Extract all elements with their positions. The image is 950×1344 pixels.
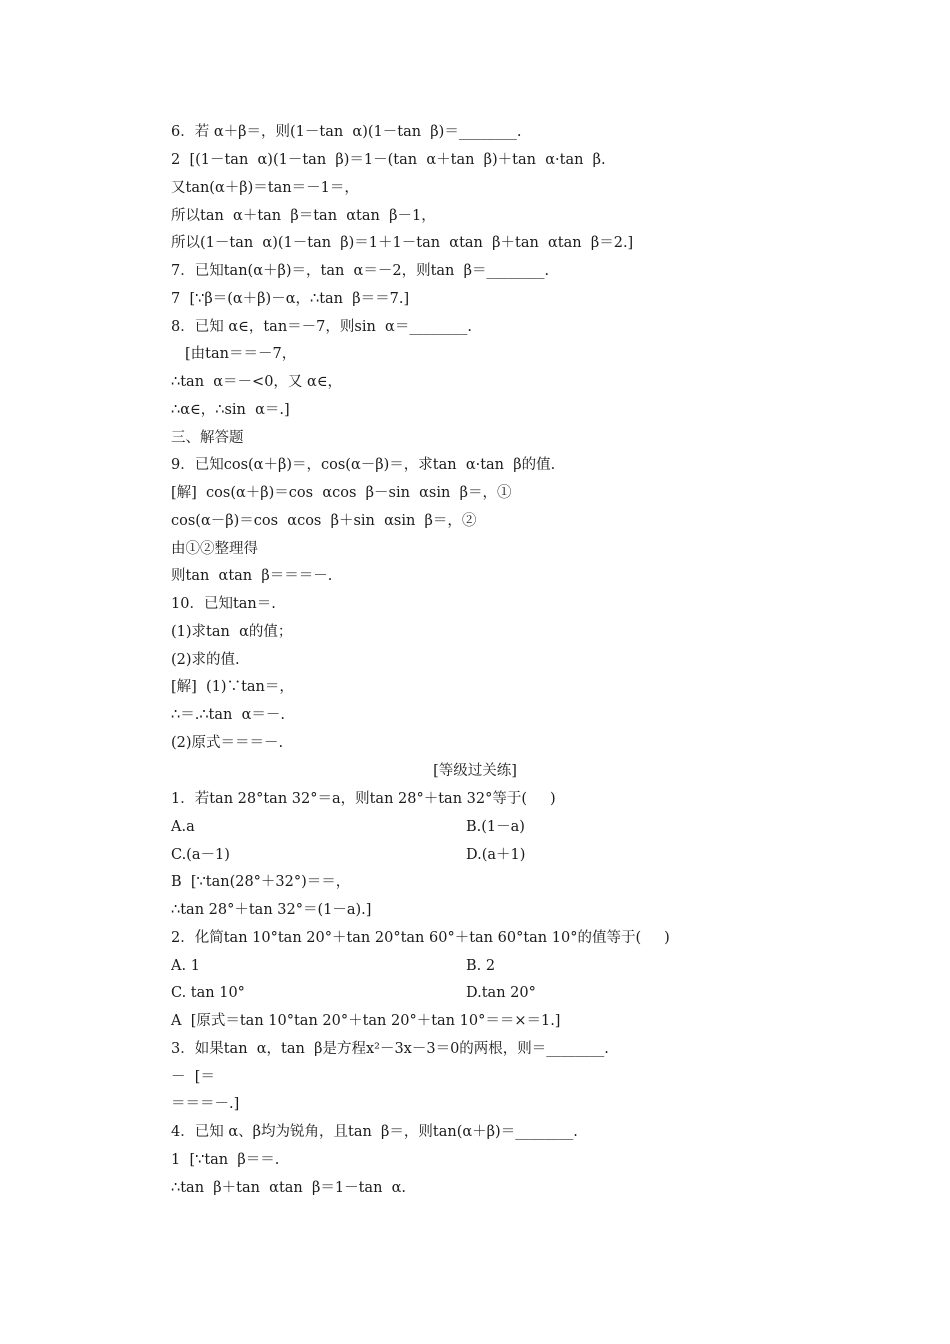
q9-solution-line-4: 则tan αtan β＝＝＝－.: [171, 568, 333, 584]
q7-answer: 7 [∵β＝(α＋β)－α，∴tan β＝＝7.]: [171, 291, 410, 307]
p2-option-c: C. tan 10°: [171, 985, 245, 1001]
q8-answer-line-3: ∴α∈，∴sin α＝.]: [171, 402, 290, 418]
p3-answer-line-2: ＝＝＝－.]: [171, 1096, 240, 1112]
q6-answer-line-3: 所以tan α＋tan β＝tan αtan β－1，: [171, 208, 436, 224]
q9-solution-line-3: 由①②整理得: [171, 541, 258, 557]
q9-question: 9．已知cos(α＋β)＝，cos(α－β)＝，求tan α·tan β的值.: [171, 457, 556, 473]
q7-question: 7．已知tan(α＋β)＝，tan α＝－2，则tan β＝________.: [171, 263, 550, 279]
p4-question: 4．已知 α、β均为锐角，且tan β＝，则tan(α＋β)＝________.: [171, 1124, 578, 1140]
p3-answer-line-1: － [＝: [171, 1069, 215, 1085]
p2-question: 2．化简tan 10°tan 20°＋tan 20°tan 60°＋tan 60°tan 10°的值等于( ): [171, 930, 670, 946]
q10-part-2: (2)求的值.: [171, 652, 240, 668]
p1-option-a: A.a: [171, 819, 195, 835]
p2-option-a: A. 1: [171, 958, 200, 974]
p1-answer-line-1: B [∵tan(28°＋32°)＝＝，: [171, 874, 351, 890]
q6-answer-line-2: 又tan(α＋β)＝tan＝－1＝，: [171, 180, 359, 196]
p1-option-b: B.(1－a): [466, 819, 525, 835]
p3-question: 3．如果tan α，tan β是方程x²－3x－3＝0的两根，则＝________.: [171, 1041, 609, 1057]
q6-answer-line-4: 所以(1－tan α)(1－tan β)＝1＋1－tan αtan β＋tan αtan β＝2.]: [171, 235, 634, 251]
q6-answer-line-1: 2 [(1－tan α)(1－tan β)＝1－(tan α＋tan β)＋tan α·tan β.: [171, 152, 606, 168]
q10-solution-line-1: [解] (1)∵tan＝，: [171, 679, 294, 695]
p4-answer-line-2: ∴tan β＋tan αtan β＝1－tan α.: [171, 1180, 407, 1196]
q10-part-1: (1)求tan α的值；: [171, 624, 293, 640]
section-heading: 三、解答题: [171, 430, 244, 446]
p1-option-d: D.(a＋1): [466, 847, 526, 863]
q6-question: 6．若 α＋β＝，则(1－tan α)(1－tan β)＝________.: [171, 124, 522, 140]
p2-option-b: B. 2: [466, 958, 496, 974]
p4-answer-line-1: 1 [∵tan β＝＝.: [171, 1152, 280, 1168]
p1-option-c: C.(a－1): [171, 847, 230, 863]
p2-answer: A [原式＝tan 10°tan 20°＋tan 20°＋tan 10°＝＝×＝1.]: [171, 1013, 561, 1029]
q8-question: 8．已知 α∈，tan＝－7，则sin α＝________.: [171, 319, 472, 335]
q10-solution-line-2: ∴＝.∴tan α＝－.: [171, 707, 285, 723]
p2-option-d: D.tan 20°: [466, 985, 536, 1001]
q10-solution-line-3: (2)原式＝＝＝－.: [171, 735, 284, 751]
q10-question: 10．已知tan＝.: [171, 596, 276, 612]
p1-answer-line-2: ∴tan 28°＋tan 32°＝(1－a).]: [171, 902, 372, 918]
practice-heading: [等级过关练]: [433, 763, 517, 779]
p1-question: 1．若tan 28°tan 32°＝a，则tan 28°＋tan 32°等于( ): [171, 791, 556, 807]
q8-answer-line-1: [由tan＝＝－7，: [185, 346, 297, 362]
q9-solution-line-1: [解] cos(α＋β)＝cos αcos β－sin αsin β＝，①: [171, 485, 512, 501]
q9-solution-line-2: cos(α－β)＝cos αcos β＋sin αsin β＝，②: [171, 513, 477, 529]
q8-answer-line-2: ∴tan α＝－<0，又 α∈，: [171, 374, 343, 390]
